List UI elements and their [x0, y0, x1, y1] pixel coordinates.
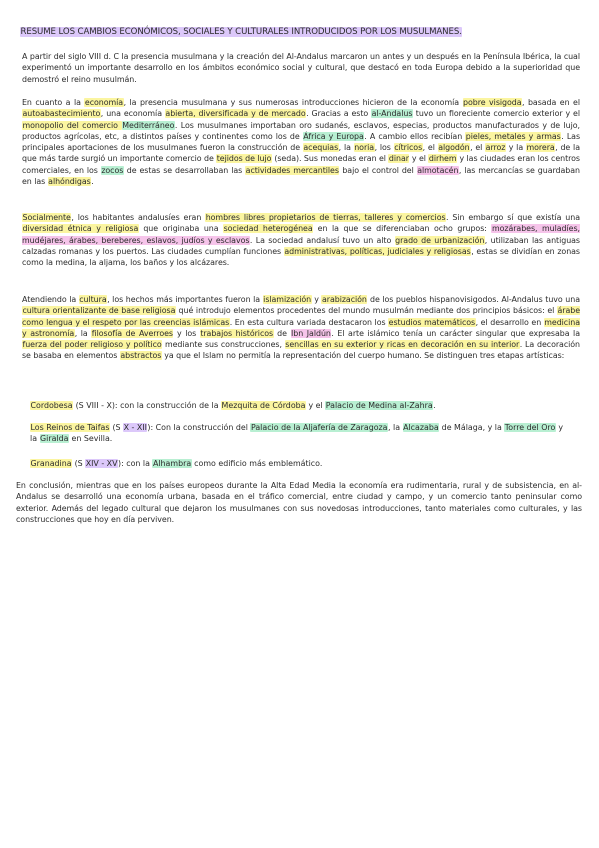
highlighted-term: acequias [303, 143, 339, 153]
highlighted-term: administrativas, políticas, judiciales y religiosas [284, 246, 471, 256]
economy-paragraph: En cuanto a la economía, la presencia musulmana y sus numerosas introducciones hicieron de la economía pobre visigoda, basada en el autoabastecimiento, una economía abierta, diversificada y de mercado. Gracias a esto al-Andalus tuvo un floreciente comercio exterior y el monopolio del comercio Mediterráneo. Los musulmanes importaban oro sudanés, esclavos, especias, productos manufacturados y de lujo, productos agrícolas, etc, a distintos países y continentes como los de África y Europa. A cambio ellos recibían pieles, metales y armas. Las principales aportaciones de los musulmanes fueron la construcción de acequias, la noria, los cítricos, el algodón, el arroz y la morera, de la que más tarde surgió un importante comercio de tejidos de lujo (seda). Sus monedas eran el dinar y el dirhem y las ciudades eran los centros comerciales, en los zocos de estas se desarrollaban las actividades mercantiles bajo el control del almotacén, las mercancías se guardaban en las alhóndigas. [22, 98, 581, 187]
highlighted-term: árabe como lengua y el respeto por las creencias islámicas [22, 306, 580, 327]
highlighted-term: alhóndigas [48, 177, 91, 187]
highlighted-term: Mezquita de Córdoba [221, 401, 306, 410]
highlighted-term: Granadina [30, 459, 72, 468]
document-title: RESUME LOS CAMBIOS ECONÓMICOS, SOCIALES Y CULTURALES INTRODUCIDOS POR LOS MUSULMANES. [20, 27, 462, 37]
highlighted-term: fuerza del poder religioso y político [22, 340, 162, 350]
highlighted-term: X - XII [123, 423, 147, 432]
highlighted-term: filosofía de Averroes [91, 328, 173, 338]
highlighted-term: al-Andalus [371, 109, 413, 119]
highlighted-term: almotacén [417, 165, 459, 175]
highlighted-term: sociedad heterogénea [223, 224, 313, 234]
highlighted-term: actividades mercantiles [245, 165, 339, 175]
highlighted-term: zocos [101, 165, 124, 175]
highlighted-term: trabajos históricos [200, 328, 274, 338]
highlighted-term: arroz [485, 143, 506, 153]
society-paragraph: Socialmente, los habitantes andalusíes eran hombres libres propietarios de tierras, talleres y comercios. Sin embargo sí que existía una diversidad étnica y religiosa que originaba una sociedad heterogénea en la que se diferenciaban ocho grupos: mozárabes, muladíes, mudéjares, árabes, bereberes, eslavos, judíos y esclavos. La sociedad andalusí tuvo un alto grado de urbanización, utilizaban las antiguas calzadas romanas y los puertos. Las ciudades cumplían funciones administrativas, políticas, judiciales y religiosas, estas se dividían en zonas como la medina, la aljama, los baños y los alcázares. [22, 213, 580, 268]
highlighted-term: Palacio de Medina al-Zahra [325, 401, 433, 410]
highlighted-term: sencillas en su exterior y ricas en decoración en su interior [285, 340, 520, 350]
highlighted-term: monopolio del comercio [22, 120, 122, 130]
highlighted-term: hombres libres propietarios de tierras, talleres y comercios [205, 213, 446, 222]
highlighted-term: Torre del Oro [504, 423, 556, 432]
highlighted-term: medicina y astronomía [22, 317, 580, 338]
highlighted-term: Socialmente [22, 213, 71, 222]
highlighted-term: estudios matemáticos [388, 317, 476, 327]
stage-granadina: Granadina (S XIV - XV): con la Alhambra como edificio más emblemático. [30, 459, 323, 468]
highlighted-term: Giralda [40, 434, 69, 444]
highlighted-term: XIV - XV [85, 459, 118, 468]
highlighted-term: economía [84, 98, 124, 107]
highlighted-term: Alhambra [152, 459, 192, 468]
highlighted-term: autoabastecimiento [22, 109, 101, 119]
highlighted-term: grado de urbanización [395, 235, 485, 245]
highlighted-term: pieles, metales y armas [465, 131, 561, 141]
highlighted-term: cultura [79, 295, 107, 304]
conclusion-paragraph: En conclusión, mientras que en los países europeos durante la Alta Edad Media la economía era rudimentaria, rural y de subsistencia, en al-Andalus se desarrolló una economía urbana, basada en el tráfico comercial, entre ciudad y campo, y un comercio tanto peninsular como exterior. Además del legado cultural que dejaron los musulmanes con sus novedosas introducciones, tanto materiales como culturales, y las construcciones que hoy en día perviven. [16, 481, 582, 524]
highlighted-term: Ibn Jaldún [291, 328, 331, 338]
highlighted-term: noria [354, 143, 375, 153]
highlighted-term: islamización [263, 295, 312, 304]
highlighted-term: morera [526, 143, 555, 153]
highlighted-term: diversidad étnica y religiosa [22, 224, 139, 234]
highlighted-term: Alcazaba [403, 423, 439, 432]
highlighted-term: África y Europa [303, 131, 364, 141]
highlighted-term: mozárabes, muladíes, mudéjares, árabes, bereberes, eslavos, judíos y esclavos [22, 224, 580, 245]
highlighted-term: Palacio de la Aljafería de Zaragoza [250, 423, 388, 432]
highlighted-term: dinar [388, 154, 409, 164]
highlighted-term: abstractos [120, 351, 162, 361]
highlighted-term: arabización [321, 295, 367, 304]
intro-paragraph: A partir del siglo VIII d. C la presencia musulmana y la creación del Al-Andalus marcaron un antes y un después en la Península Ibérica, la cual experimentó un importante desarrollo en los ámbitos económico social y cultural, que destacó en toda Europa debido a la superioridad que demostró el reino musulmán. [22, 52, 580, 84]
culture-paragraph: Atendiendo la cultura, los hechos más importantes fueron la islamización y arabización de los pueblos hispanovisigodos. Al-Andalus tuvo una cultura orientalizante de base religiosa qué introdujo elementos procedentes del mundo musulmán mediante dos principios básicos: el árabe como lengua y el respeto por las creencias islámicas. En esta cultura variada destacaron los estudios matemáticos, el desarrollo en medicina y astronomía, la filosofía de Averroes y los trabajos históricos de Ibn Jaldún. El arte islámico tenía un carácter singular que expresaba la fuerza del poder religioso y político mediante sus construcciones, sencillas en su exterior y ricas en decoración en su interior. La decoración se basaba en elementos abstractos ya que el Islam no permitía la representación del cuerpo humano. Se distinguen tres etapas artísticas: [22, 295, 580, 361]
highlighted-term: tejidos de lujo [216, 154, 272, 164]
highlighted-term: pobre visigoda [463, 98, 522, 107]
highlighted-term: abierta, diversificada y de mercado [165, 109, 306, 119]
stage-cordobesa: Cordobesa (S VIII - X): con la construcción de la Mezquita de Córdoba y el Palacio de Medina al-Zahra. [30, 401, 436, 410]
highlighted-term: Mediterráneo [122, 120, 175, 130]
stage-taifas: Los Reinos de Taifas (S X - XII): Con la construcción del Palacio de la Aljafería de Zaragoza, la Alcazaba de Málaga, y la Torre del Oro y la Giralda en Sevilla. [30, 423, 564, 444]
highlighted-term: algodón [438, 143, 470, 153]
highlighted-term: dirhem [428, 154, 457, 164]
highlighted-term: cultura orientalizante de base religiosa [22, 306, 176, 316]
highlighted-term: cítricos [394, 143, 423, 153]
highlighted-term: Los Reinos de Taifas [30, 423, 110, 432]
highlighted-term: Cordobesa [30, 401, 73, 410]
